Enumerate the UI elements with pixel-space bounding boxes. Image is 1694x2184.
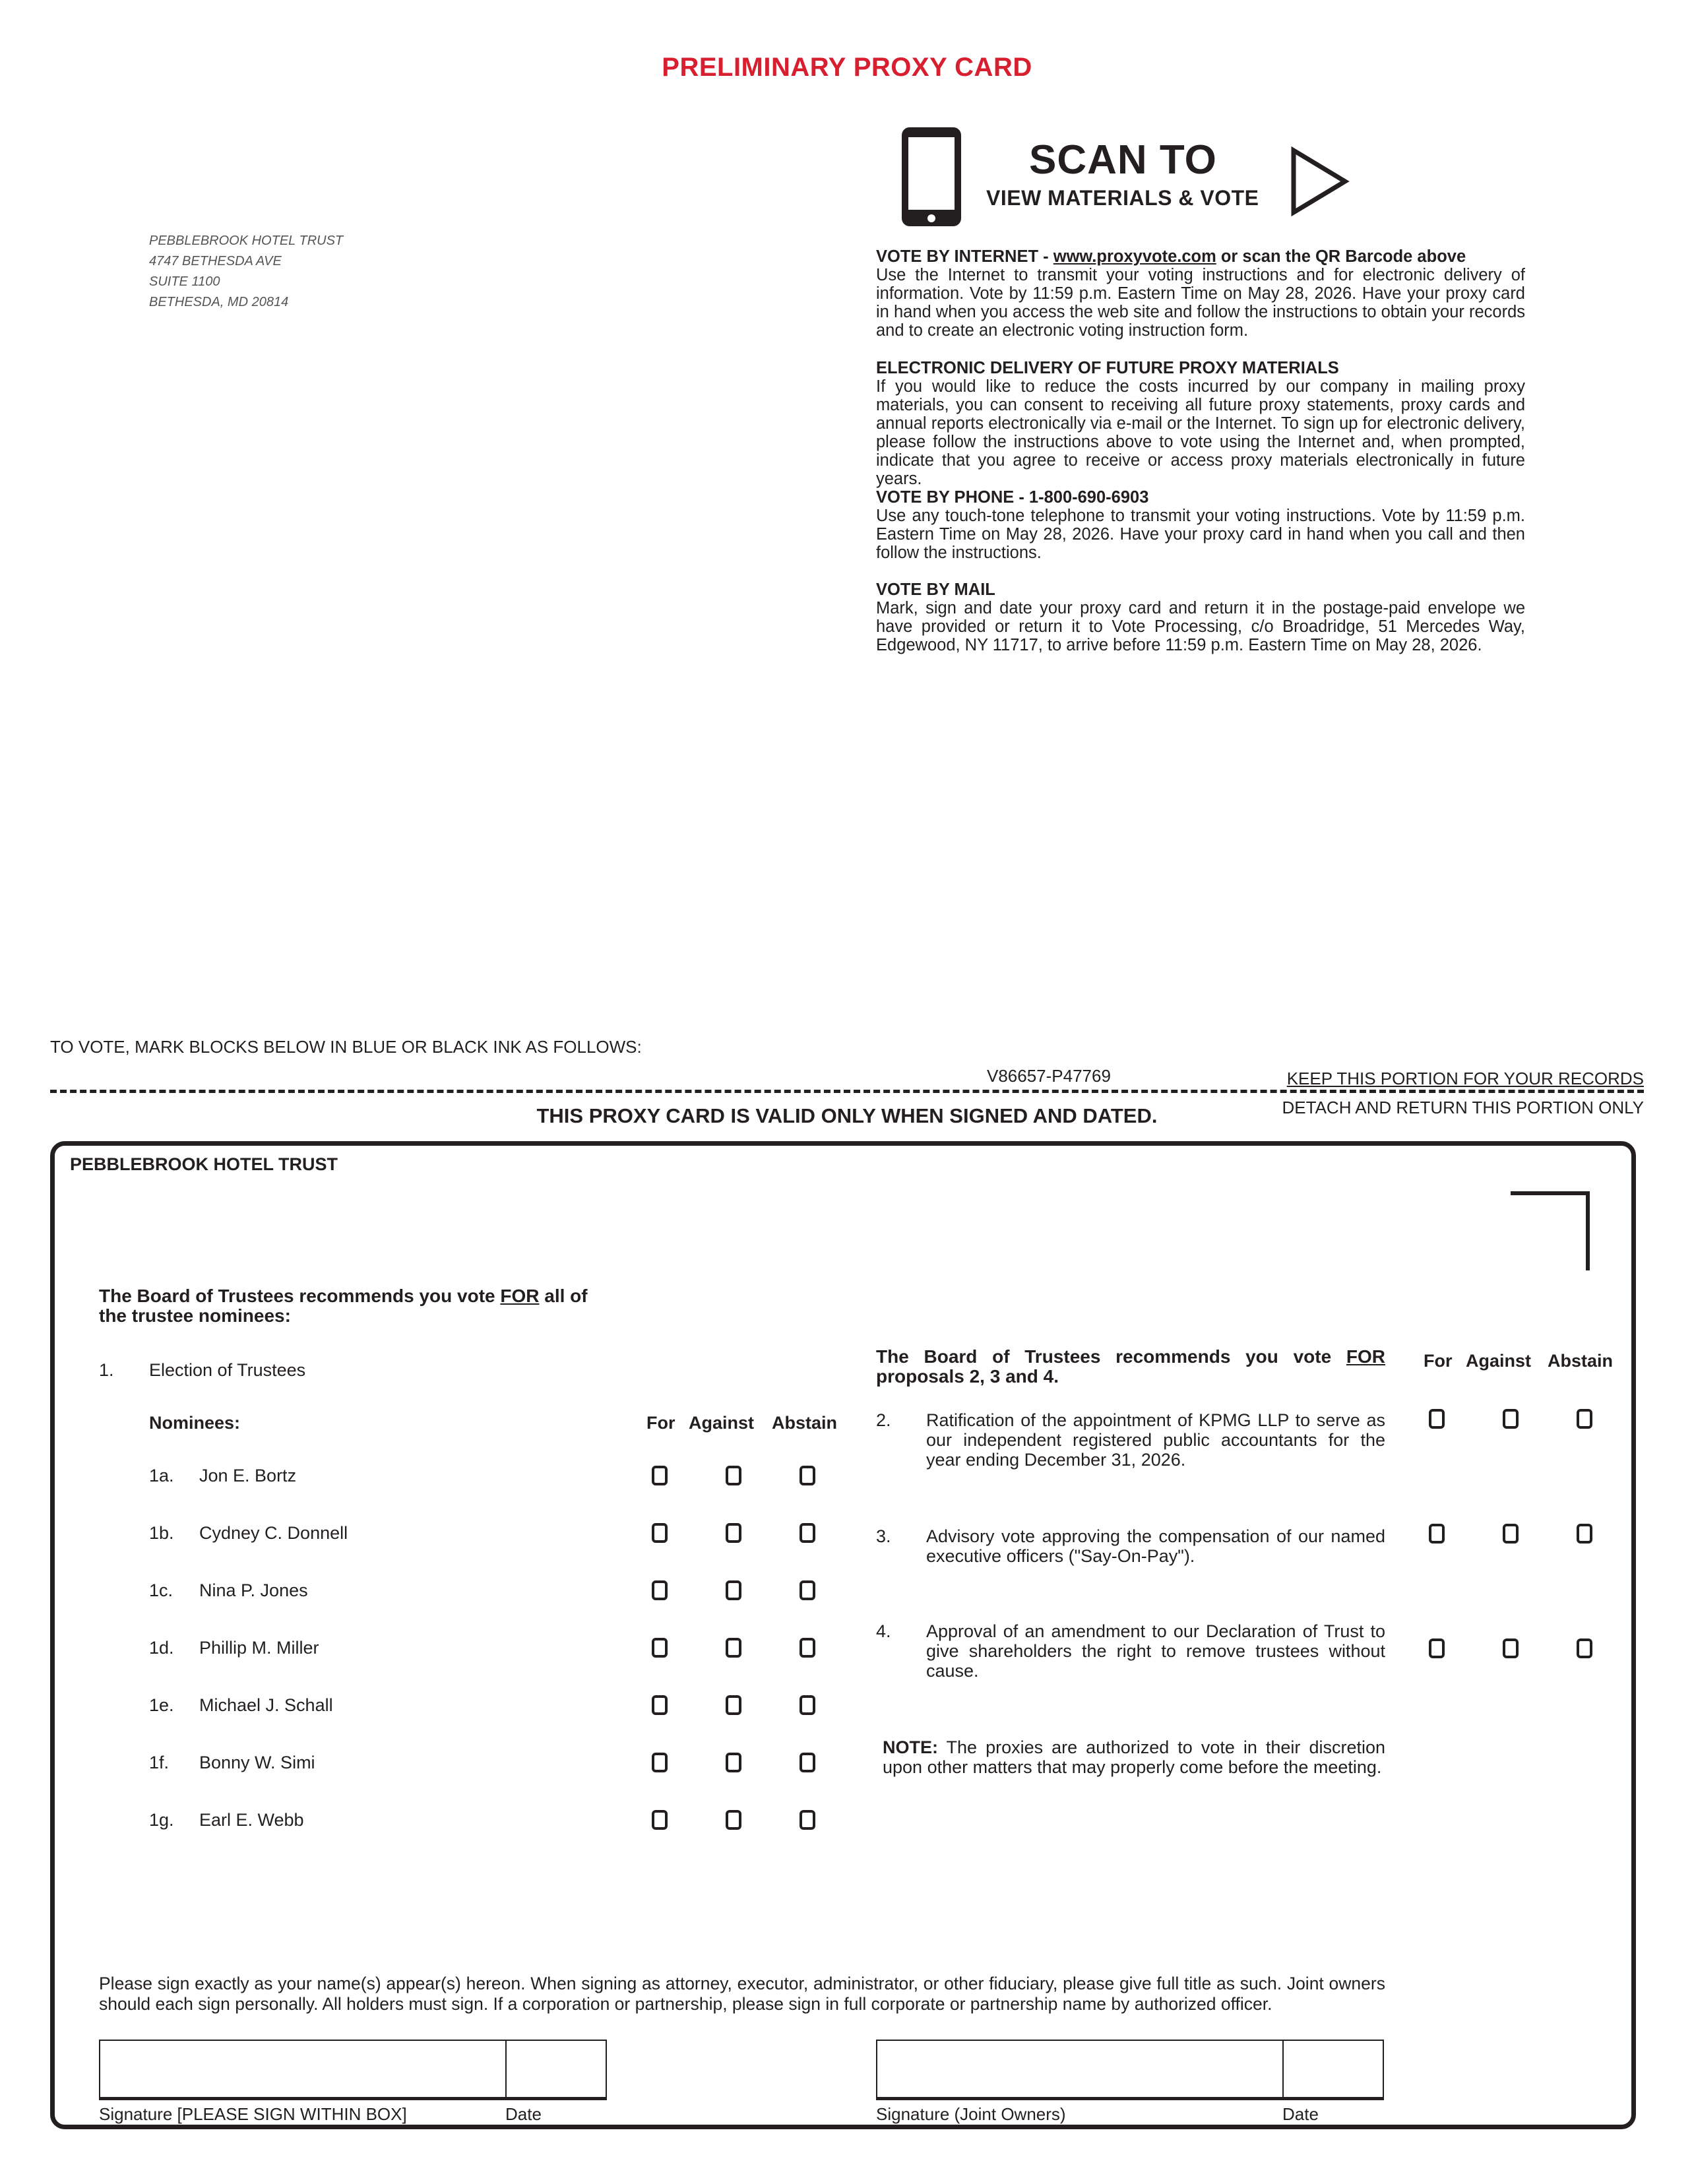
- signature-label: Signature [PLEASE SIGN WITHIN BOX]: [99, 2104, 407, 2124]
- vote-phone-body: Use any touch-tone telephone to transmit your voting instructions. Vote by 11:59 p.m. Eastern Time on May 28, 2026. Have your proxy card in hand when you call and then follow the instructions.: [876, 507, 1525, 562]
- date-label: Date: [505, 2104, 542, 2124]
- against-checkbox[interactable]: [726, 1695, 741, 1715]
- reco-text: The Board of Trustees recommends you vote: [876, 1346, 1346, 1367]
- against-checkbox[interactable]: [726, 1466, 741, 1485]
- reco-for: FOR: [1346, 1346, 1385, 1367]
- return-address: [149, 231, 343, 313]
- vote-phone-section: [876, 488, 1525, 562]
- abstain-checkbox[interactable]: [800, 1638, 815, 1658]
- nominees-label: Nominees:: [149, 1413, 241, 1433]
- col-against: Against: [689, 1413, 755, 1433]
- nominee-number: 1b.: [149, 1523, 174, 1543]
- against-checkbox[interactable]: [726, 1638, 741, 1658]
- address-line: SUITE 1100: [149, 274, 220, 289]
- electronic-delivery-heading: ELECTRONIC DELIVERY OF FUTURE PROXY MATERIALS: [876, 359, 1339, 377]
- proposal-text: Approval of an amendment to our Declaration of Trust to give shareholders the right to remove trustees without cause.: [926, 1621, 1385, 1681]
- valid-notice: THIS PROXY CARD IS VALID ONLY WHEN SIGNED AND DATED.: [536, 1104, 1158, 1127]
- date-label: Date: [1282, 2104, 1319, 2124]
- against-checkbox[interactable]: [726, 1753, 741, 1772]
- proposal-text: Advisory vote approving the compensation of our named executive officers ("Say-On-Pay").: [926, 1526, 1385, 1566]
- abstain-checkbox[interactable]: [800, 1580, 815, 1600]
- control-code: V86657-P47769: [987, 1066, 1111, 1086]
- vote-internet-section: [876, 247, 1525, 340]
- abstain-checkbox[interactable]: [1577, 1638, 1592, 1658]
- detach-line: [50, 1090, 1644, 1093]
- for-checkbox[interactable]: [652, 1580, 668, 1600]
- nominee-number: 1g.: [149, 1810, 174, 1830]
- nominee-name: Cydney C. Donnell: [199, 1523, 348, 1543]
- note-text: The proxies are authorized to vote in their discretion upon other matters that may properly come before the meeting.: [883, 1737, 1385, 1777]
- vote-mail-section: [876, 580, 1525, 654]
- nominee-name: Bonny W. Simi: [199, 1753, 315, 1772]
- smartphone-icon: [900, 125, 963, 228]
- against-checkbox[interactable]: [1503, 1638, 1519, 1658]
- col-for: For: [1424, 1351, 1453, 1371]
- vote-internet-heading: [876, 247, 1525, 266]
- proxyvote-link[interactable]: www.proxyvote.com: [1053, 247, 1216, 266]
- registration-corner-mark: [1511, 1191, 1590, 1270]
- for-checkbox[interactable]: [652, 1523, 668, 1543]
- reco-for: FOR: [500, 1286, 540, 1306]
- left-recommendation: [99, 1286, 588, 1326]
- col-abstain: Abstain: [772, 1413, 838, 1433]
- nominee-name: Michael J. Schall: [199, 1695, 333, 1715]
- vote-mail-heading: VOTE BY MAIL: [876, 580, 995, 599]
- nominee-number: 1c.: [149, 1580, 173, 1600]
- abstain-checkbox[interactable]: [800, 1466, 815, 1485]
- electronic-delivery-section: [876, 359, 1525, 488]
- for-checkbox[interactable]: [652, 1695, 668, 1715]
- abstain-checkbox[interactable]: [800, 1523, 815, 1543]
- vote-internet-body: Use the Internet to transmit your voting instructions and for electronic delivery of information. Vote by 11:59 p.m. Eastern Time on May 28, 2026. Have your proxy card in hand when you access the web site and follow the instructions to obtain your records and to create an electronic voting instruction form.: [876, 266, 1525, 340]
- nominee-number: 1d.: [149, 1638, 174, 1658]
- keep-portion-label: KEEP THIS PORTION FOR YOUR RECORDS: [1286, 1069, 1644, 1088]
- detach-return-label: DETACH AND RETURN THIS PORTION ONLY: [1282, 1098, 1644, 1117]
- vote-mail-body: Mark, sign and date your proxy card and return it in the postage-paid envelope we have provided or return it to Vote Processing, c/o Broadridge, 51 Mercedes Way, Edgewood, NY 11717, to arrive before 11:59 p.m. Eastern Time on May 28, 2026.: [876, 599, 1525, 654]
- vote-phone-heading: VOTE BY PHONE - 1-800-690-6903: [876, 488, 1149, 507]
- scan-subheading: VIEW MATERIALS & VOTE: [986, 186, 1259, 210]
- joint-signature-box[interactable]: [876, 2040, 1384, 2100]
- signature-box[interactable]: [99, 2040, 607, 2100]
- for-checkbox[interactable]: [1429, 1409, 1445, 1429]
- page-title: PRELIMINARY PROXY CARD: [662, 53, 1032, 82]
- abstain-checkbox[interactable]: [1577, 1524, 1592, 1544]
- nominee-number: 1f.: [149, 1753, 170, 1772]
- nominee-number: 1e.: [149, 1695, 174, 1715]
- abstain-checkbox[interactable]: [800, 1753, 815, 1772]
- signing-instructions: Please sign exactly as your name(s) appear(s) hereon. When signing as attorney, executor, administrator, or other fiduciary, please give full title as such. Joint owners should each sign personally. All holders must sign. If a corporation or partnership, please sign in full corporate or partnership name by authorized officer.: [99, 1974, 1385, 2014]
- item-number: 1.: [99, 1360, 114, 1380]
- address-line: 4747 BETHESDA AVE: [149, 254, 282, 268]
- card-company-name: PEBBLEBROOK HOTEL TRUST: [70, 1154, 338, 1174]
- proposal-number: 4.: [876, 1621, 891, 1641]
- date-divider: [505, 2040, 507, 2100]
- reco-text: The Board of Trustees recommends you vote: [99, 1286, 501, 1306]
- mark-instruction: TO VOTE, MARK BLOCKS BELOW IN BLUE OR BLACK INK AS FOLLOWS:: [50, 1037, 642, 1057]
- against-checkbox[interactable]: [726, 1523, 741, 1543]
- nominee-name: Earl E. Webb: [199, 1810, 304, 1830]
- proposal-number: 3.: [876, 1526, 891, 1546]
- address-line: PEBBLEBROOK HOTEL TRUST: [149, 234, 344, 248]
- abstain-checkbox[interactable]: [1577, 1409, 1592, 1429]
- reco-text: proposals 2, 3 and 4.: [876, 1366, 1059, 1387]
- note-label: NOTE:: [883, 1737, 938, 1757]
- abstain-checkbox[interactable]: [800, 1695, 815, 1715]
- item-label: Election of Trustees: [149, 1360, 306, 1380]
- col-for: For: [646, 1413, 675, 1433]
- heading-text: or scan the QR Barcode above: [1216, 247, 1466, 266]
- col-against: Against: [1466, 1351, 1532, 1371]
- nominee-name: Phillip M. Miller: [199, 1638, 319, 1658]
- proposal-text: Ratification of the appointment of KPMG LLP to serve as our independent registered public accountants for the year ending December 31, 2026.: [926, 1410, 1385, 1470]
- against-checkbox[interactable]: [1503, 1524, 1519, 1544]
- against-checkbox[interactable]: [726, 1810, 741, 1830]
- play-arrow-icon: [1290, 146, 1350, 216]
- for-checkbox[interactable]: [652, 1810, 668, 1830]
- reco-text: all of: [539, 1286, 588, 1306]
- nominee-number: 1a.: [149, 1466, 174, 1485]
- electronic-delivery-body: If you would like to reduce the costs incurred by our company in mailing proxy materials, you can consent to receiving all future proxy statements, proxy cards and annual reports electronically via e-mail or the Internet. To sign up for electronic delivery, please follow the instructions above to vote using the Internet and, when prompted, indicate that you agree to receive or access proxy materials electronically in future years.: [876, 377, 1525, 488]
- proposal-number: 2.: [876, 1410, 891, 1430]
- joint-signature-label: Signature (Joint Owners): [876, 2104, 1066, 2124]
- nominee-name: Nina P. Jones: [199, 1580, 308, 1600]
- against-checkbox[interactable]: [726, 1580, 741, 1600]
- for-checkbox[interactable]: [652, 1466, 668, 1485]
- nominee-name: Jon E. Bortz: [199, 1466, 297, 1485]
- for-checkbox[interactable]: [652, 1638, 668, 1658]
- address-line: BETHESDA, MD 20814: [149, 295, 289, 309]
- reco-text: the trustee nominees:: [99, 1305, 291, 1326]
- scan-heading: SCAN TO: [1029, 137, 1217, 183]
- col-abstain: Abstain: [1548, 1351, 1614, 1371]
- abstain-checkbox[interactable]: [800, 1810, 815, 1830]
- note: [883, 1737, 1385, 1777]
- against-checkbox[interactable]: [1503, 1409, 1519, 1429]
- heading-text: VOTE BY INTERNET -: [876, 247, 1053, 266]
- for-checkbox[interactable]: [1429, 1524, 1445, 1544]
- right-recommendation: [876, 1347, 1385, 1387]
- date-divider: [1282, 2040, 1284, 2100]
- for-checkbox[interactable]: [1429, 1638, 1445, 1658]
- for-checkbox[interactable]: [652, 1753, 668, 1772]
